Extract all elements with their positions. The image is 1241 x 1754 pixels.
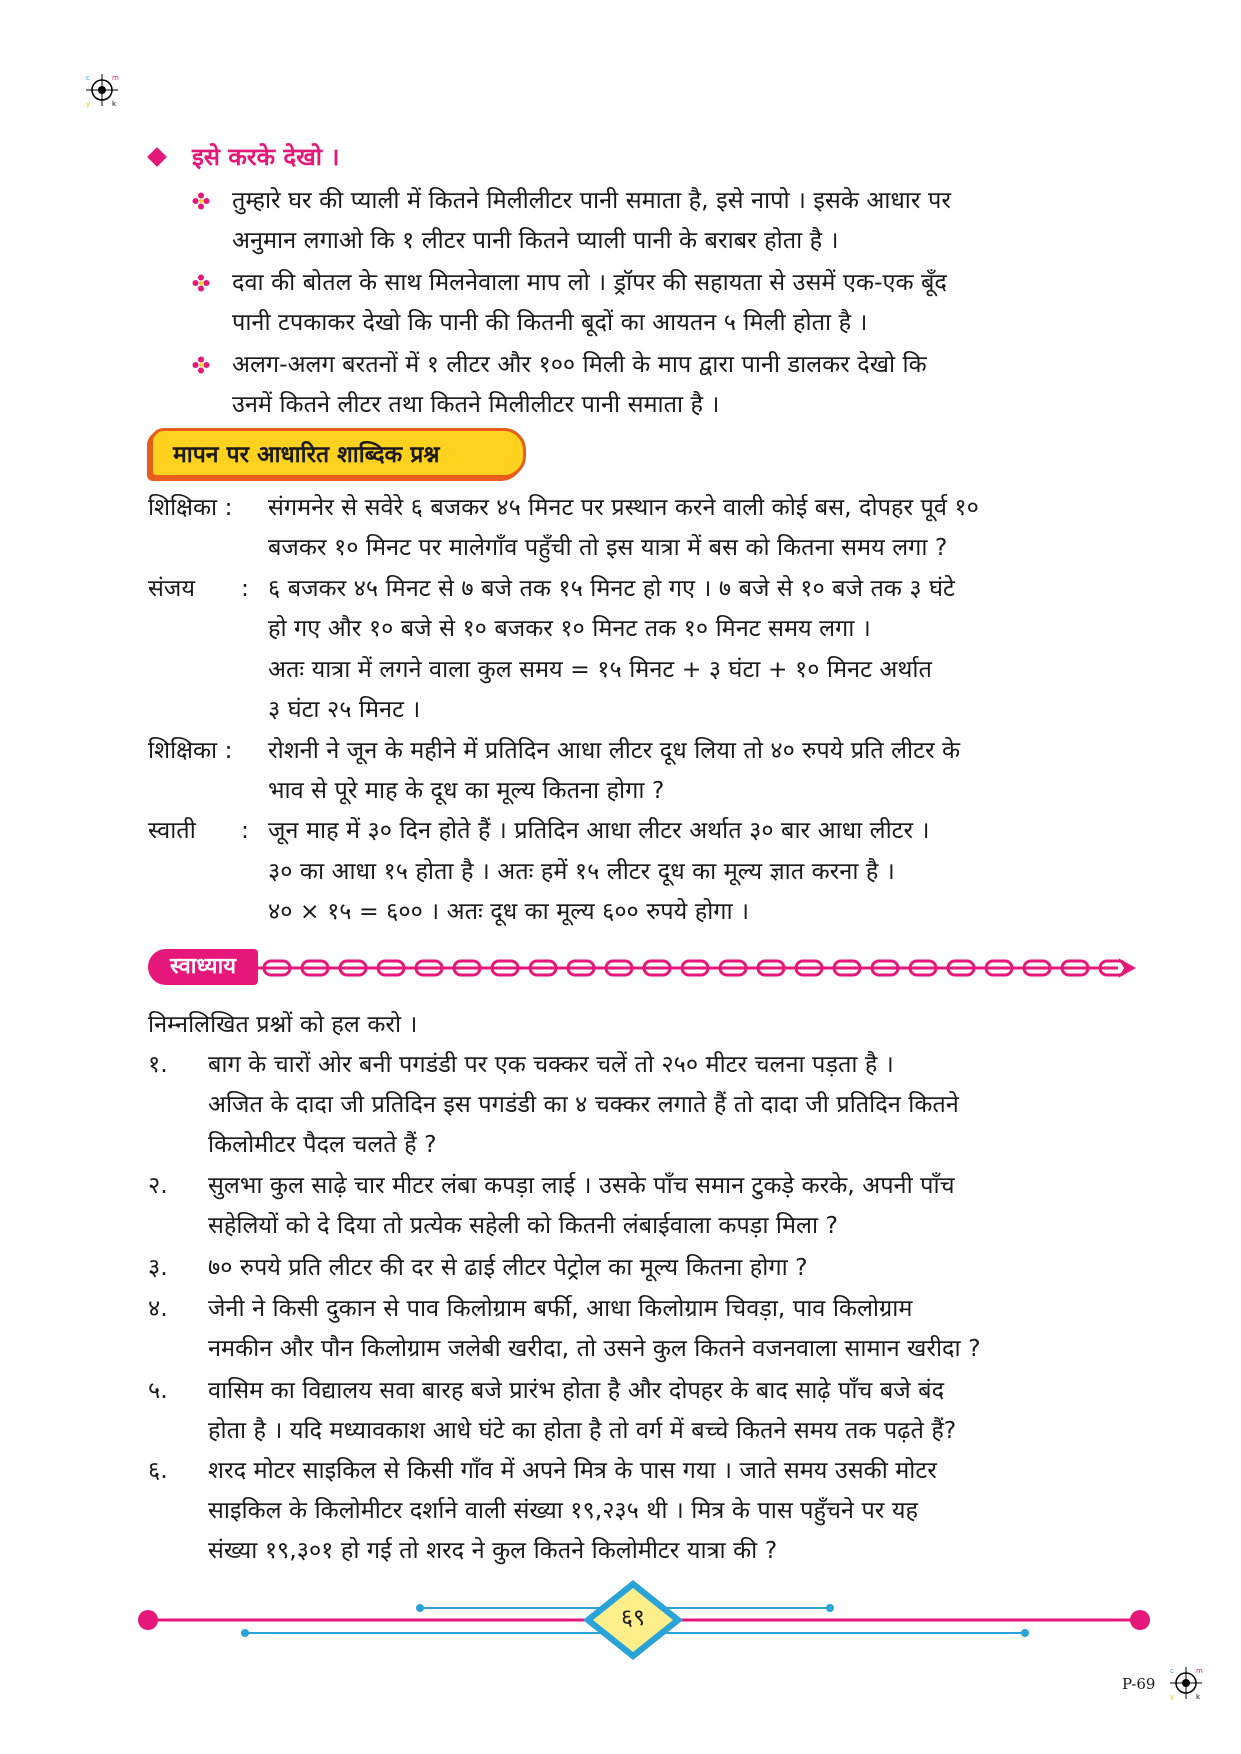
dialogue-line: भाव से पूरे माह के दूध का मूल्य कितना होगा ?	[268, 776, 665, 804]
dialogue-line: ३० का आधा १५ होता है । अतः हमें १५ लीटर दूध का मूल्य ज्ञात करना है ।	[268, 857, 895, 885]
svg-text:c: c	[1170, 1667, 1174, 1675]
activity-line: उनमें कितने लीटर तथा कितने मिलीलीटर पानी समाता है ।	[232, 390, 720, 418]
question-line: वासिम का विद्यालय सवा बारह बजे प्रारंभ होता है और दोपहर के बाद साढ़े पाँच बजे बंद	[208, 1376, 945, 1404]
question-line: संख्या १९,३०१ हो गई तो शरद ने कुल कितने किलोमीटर यात्रा की ?	[208, 1536, 778, 1564]
speaker-label: शिक्षिका :	[148, 493, 233, 521]
section-banner	[150, 428, 526, 478]
dialogue-line: रोशनी ने जून के महीने में प्रतिदिन आधा लीटर दूध लिया तो ४० रुपये प्रति लीटर के	[268, 736, 961, 764]
activity-line: तुम्हारे घर की प्याली में कितने मिलीलीटर पानी समाता है, इसे नापो । इसके आधार पर	[232, 186, 951, 214]
swadhyay-label: स्वाध्याय	[148, 949, 258, 985]
activity-item	[192, 344, 1142, 424]
activity-item	[192, 262, 1142, 342]
diamond-bullet-icon	[147, 147, 167, 167]
svg-text:m: m	[1196, 1667, 1203, 1675]
question-line: अजित के दादा जी प्रतिदिन इस पगडंडी का ४ चक्कर लगाते हैं तो दादा जी प्रतिदिन कितने	[208, 1090, 959, 1118]
page-code: P-69	[1122, 1675, 1156, 1693]
svg-text:m: m	[112, 74, 119, 82]
activity-line: अनुमान लगाओ कि १ लीटर पानी कितने प्याली पानी के बराबर होता है ।	[232, 226, 839, 254]
speaker-label: स्वाती	[148, 816, 196, 844]
dialogue-line: ३ घंटा २५ मिनट ।	[268, 695, 421, 723]
question-line: शरद मोटर साइकिल से किसी गाँव में अपने मित्र के पास गया । जाते समय उसकी मोटर	[208, 1456, 937, 1484]
svg-text:c: c	[86, 74, 90, 82]
dialogue-line: ६ बजकर ४५ मिनट से ७ बजे तक १५ मिनट हो गए । ७ बजे से १० बजे तक ३ घंटे	[268, 574, 955, 602]
flower-bullet-icon	[192, 192, 210, 210]
question-number: ५.	[148, 1376, 168, 1404]
activity-line: पानी टपकाकर देखो कि पानी की कितनी बूदों का आयतन ५ मिली होता है ।	[232, 308, 868, 336]
question-line: जेनी ने किसी दुकान से पाव किलोग्राम बर्फी, आधा किलोग्राम चिवड़ा, पाव किलोग्राम	[208, 1294, 913, 1322]
question-line: ७० रुपये प्रति लीटर की दर से ढाई लीटर पेट्रोल का मूल्य कितना होगा ?	[208, 1253, 808, 1281]
speaker-colon: :	[241, 816, 249, 844]
activity-line: अलग-अलग बरतनों में १ लीटर और १०० मिली के माप द्वारा पानी डालकर देखो कि	[232, 350, 927, 378]
speaker-label: शिक्षिका :	[148, 736, 233, 764]
question-line: सहेलियों को दे दिया तो प्रत्येक सहेली को कितनी लंबाईवाला कपड़ा मिला ?	[208, 1211, 838, 1239]
question-number: ३.	[148, 1253, 168, 1281]
question-line: होता है । यदि मध्यावकाश आधे घंटे का होता है तो वर्ग में बच्चे कितने समय तक पढ़ते हैं?	[208, 1416, 957, 1444]
question-line: साइकिल के किलोमीटर दर्शाने वाली संख्या १९,२३५ थी । मित्र के पास पहुँचने पर यह	[208, 1496, 918, 1524]
registration-mark-icon	[1168, 1665, 1204, 1701]
dialogue-line: जून माह में ३० दिन होते हैं । प्रतिदिन आधा लीटर अर्थात ३० बार आधा लीटर ।	[268, 816, 930, 844]
dialogue-line: अतः यात्रा में लगने वाला कुल समय = १५ मिनट + ३ घंटा + १० मिनट अर्थात	[268, 655, 932, 683]
activity-item	[192, 180, 1142, 260]
section-title: इसे करके देखो ।	[192, 143, 340, 171]
exercise-instruction: निम्नलिखित प्रश्नों को हल करो ।	[148, 1010, 418, 1038]
dialogue-line: हो गए और १० बजे से १० बजकर १० मिनट तक १० मिनट समय लगा ।	[268, 614, 871, 642]
question-number: १.	[148, 1050, 168, 1078]
question-line: नमकीन और पौन किलोग्राम जलेबी खरीदा, तो उसने कुल कितने वजनवाला सामान खरीदा ?	[208, 1334, 981, 1362]
question-number: २.	[148, 1171, 168, 1199]
question-number: ४.	[148, 1294, 168, 1322]
svg-text:k: k	[1196, 1693, 1201, 1701]
question-line: किलोमीटर पैदल चलते हैं ?	[208, 1130, 437, 1158]
chain-decoration	[258, 950, 1138, 986]
activity-line: दवा की बोतल के साथ मिलनेवाला माप लो । ड्रॉपर की सहायता से उसमें एक-एक बूँद	[232, 268, 947, 296]
question-number: ६.	[148, 1456, 168, 1484]
page-number: ६९	[621, 1605, 645, 1631]
svg-text:y: y	[1170, 1693, 1175, 1701]
svg-text:y: y	[86, 100, 91, 108]
flower-bullet-icon	[192, 274, 210, 292]
speaker-colon: :	[241, 574, 249, 602]
registration-mark-icon	[84, 72, 120, 108]
dialogue-line: ४० × १५ = ६०० । अतः दूध का मूल्य ६०० रुपये होगा ।	[268, 897, 750, 925]
speaker-label: संजय	[148, 574, 195, 602]
flower-bullet-icon	[192, 356, 210, 374]
svg-text:k: k	[112, 100, 117, 108]
dialogue-line: बजकर १० मिनट पर मालेगाँव पहुँची तो इस यात्रा में बस को कितना समय लगा ?	[268, 533, 948, 561]
banner-label: मापन पर आधारित शाब्दिक प्रश्न	[173, 442, 440, 468]
question-line: सुलभा कुल साढ़े चार मीटर लंबा कपड़ा लाई । उसके पाँच समान टुकड़े करके, अपनी पाँच	[208, 1171, 955, 1199]
question-line: बाग के चारों ओर बनी पगडंडी पर एक चक्कर चलें तो २५० मीटर चलना पड़ता है ।	[208, 1050, 894, 1078]
dialogue-line: संगमनेर से सवेरे ६ बजकर ४५ मिनट पर प्रस्थान करने वाली कोई बस, दोपहर पूर्व १०	[268, 493, 979, 521]
